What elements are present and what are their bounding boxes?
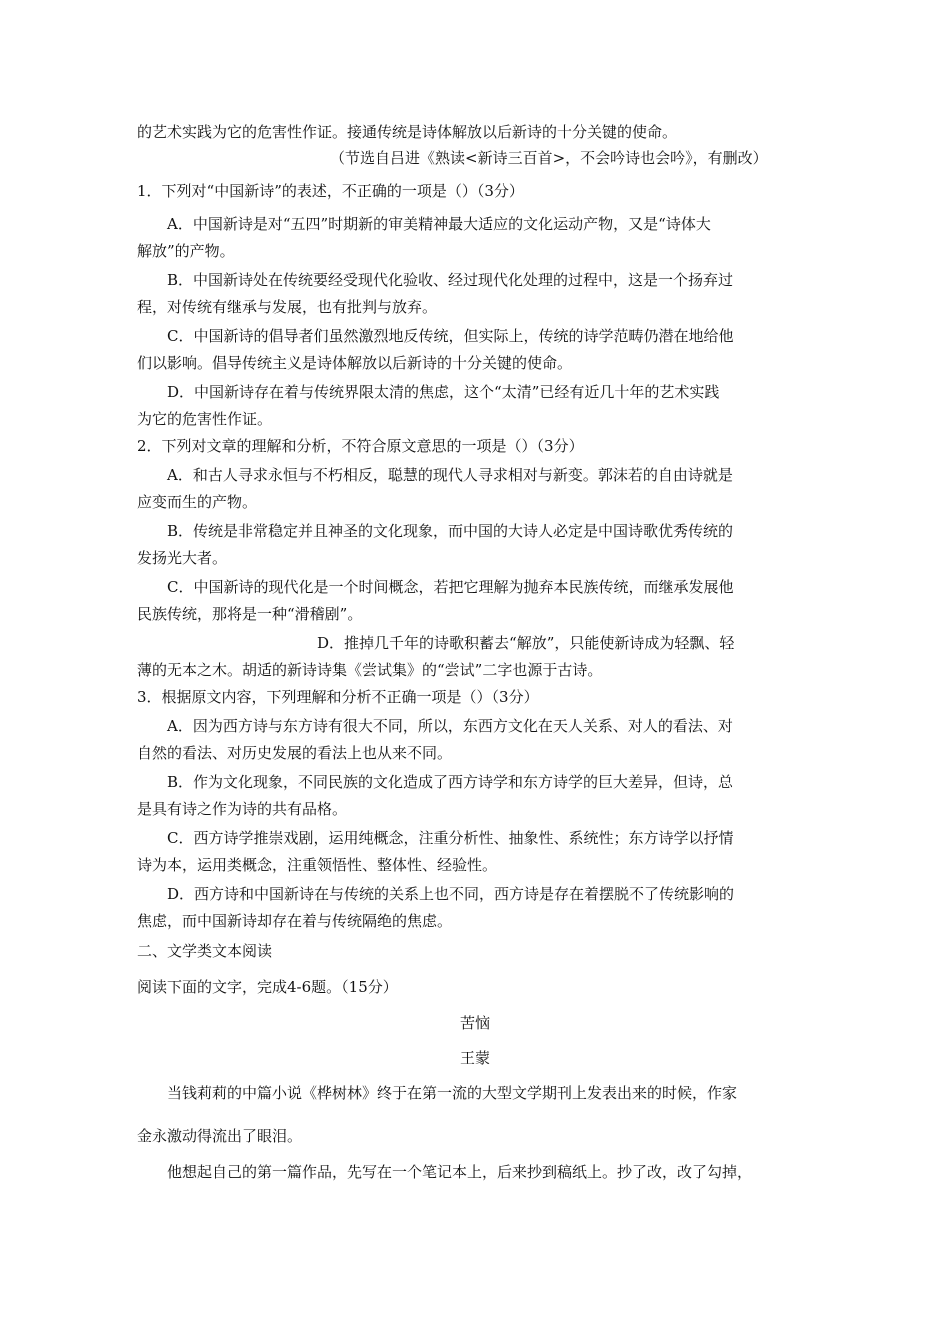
question-3-option-d-cont: 焦虑，而中国新诗却存在着与传统隔绝的焦虑。 xyxy=(137,912,453,930)
source-citation: （节选自吕进《熟读<新诗三百首>，不会吟诗也会吟》，有删改） xyxy=(330,149,768,167)
question-3-option-b-cont: 是具有诗之作为诗的共有品格。 xyxy=(137,800,348,818)
question-3-option-a-cont: 自然的看法、对历史发展的看法上也从来不同。 xyxy=(137,744,453,762)
question-3-option-b: B．作为文化现象，不同民族的文化造成了西方诗学和东方诗学的巨大差异，但诗，总 xyxy=(167,773,734,791)
question-3-stem: 3．根据原文内容，下列理解和分析不正确一项是（）（3分） xyxy=(137,688,539,706)
question-2-stem: 2．下列对文章的理解和分析，不符合原文意思的一项是（）（3分） xyxy=(137,437,584,455)
question-1-stem: 1．下列对“中国新诗”的表述，不正确的一项是（）（3分） xyxy=(137,182,524,200)
story-paragraph: 当钱莉莉的中篇小说《桦树林》终于在第一流的大型文学期刊上发表出来的时候，作家 xyxy=(167,1084,738,1102)
question-2-option-d-cont: 薄的无本之木。胡适的新诗诗集《尝试集》的“尝试”二字也源于古诗。 xyxy=(137,661,603,679)
question-1-option-d: D．中国新诗存在着与传统界限太清的焦虑，这个“太清”已经有近几十年的艺术实践 xyxy=(167,383,720,401)
question-2-option-c: C．中国新诗的现代化是一个时间概念，若把它理解为抛弃本民族传统，而继承发展他 xyxy=(167,578,734,596)
question-2-option-d: D．推掉几千年的诗歌积蓄去“解放”，只能使新诗成为轻飘、轻 xyxy=(317,634,735,652)
question-1-option-c-cont: 们以影响。倡导传统主义是诗体解放以后新诗的十分关键的使命。 xyxy=(137,354,573,372)
question-2-option-a: A．和古人寻求永恒与不朽相反，聪慧的现代人寻求相对与新变。郭沫若的自由诗就是 xyxy=(167,466,733,484)
question-3-option-a: A．因为西方诗与东方诗有很大不同，所以，东西方文化在天人关系、对人的看法、对 xyxy=(167,717,733,735)
question-2-option-b: B．传统是非常稳定并且神圣的文化现象，而中国的大诗人必定是中国诗歌优秀传统的 xyxy=(167,522,734,540)
question-2-option-c-cont: 民族传统，那将是一种“滑稽剧”。 xyxy=(137,605,363,623)
section-heading: 二、文学类文本阅读 xyxy=(137,942,273,960)
story-author: 王蒙 xyxy=(459,1049,490,1067)
question-3-option-c-cont: 诗为本，运用类概念，注重领悟性、整体性、经验性。 xyxy=(137,856,498,874)
paragraph-line: 的艺术实践为它的危害性作证。接通传统是诗体解放以后新诗的十分关键的使命。 xyxy=(137,123,678,141)
question-1-option-a: A．中国新诗是对“五四”时期新的审美精神最大适应的文化运动产物，又是“诗体大 xyxy=(167,215,711,233)
question-1-option-a-cont: 解放”的产物。 xyxy=(137,242,235,260)
story-paragraph-cont: 金永激动得流出了眼泪。 xyxy=(137,1127,303,1145)
reading-instruction: 阅读下面的文字，完成4-6题。（15分） xyxy=(137,978,398,996)
question-1-option-b: B．中国新诗处在传统要经受现代化验收、经过现代化处理的过程中，这是一个扬弃过 xyxy=(167,271,734,289)
story-title: 苦恼 xyxy=(459,1014,490,1032)
question-2-option-a-cont: 应变而生的产物。 xyxy=(137,493,258,511)
question-1-option-d-cont: 为它的危害性作证。 xyxy=(137,410,273,428)
story-paragraph: 他想起自己的第一篇作品，先写在一个笔记本上，后来抄到稿纸上。抄了改，改了勾掉， xyxy=(167,1163,753,1181)
question-1-option-c: C．中国新诗的倡导者们虽然激烈地反传统，但实际上，传统的诗学范畴仍潜在地给他 xyxy=(167,327,734,345)
question-1-option-b-cont: 程，对传统有继承与发展，也有批判与放弃。 xyxy=(137,298,438,316)
question-3-option-d: D．西方诗和中国新诗在与传统的关系上也不同，西方诗是存在着摆脱不了传统影响的 xyxy=(167,885,735,903)
question-3-option-c: C．西方诗学推崇戏剧，运用纯概念，注重分析性、抽象性、系统性；东方诗学以抒情 xyxy=(167,829,734,847)
question-2-option-b-cont: 发扬光大者。 xyxy=(137,549,228,567)
